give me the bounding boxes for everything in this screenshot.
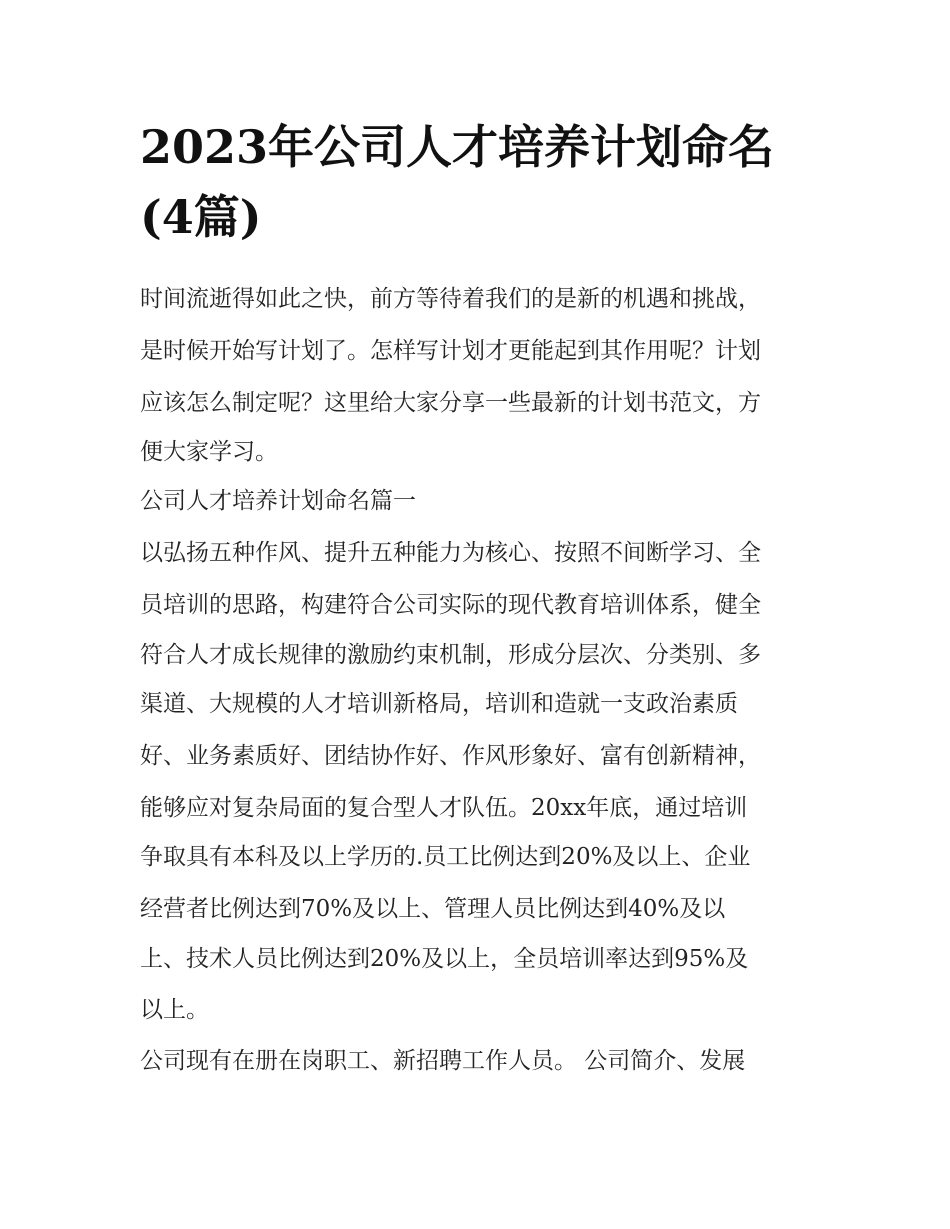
last-paragraph-line: 公司现有在册在岗职工、新招聘工作人员。 公司简介、发展: [140, 1048, 746, 1074]
body-line-8: 经营者比例达到70%及以上、管理人员比例达到40%及以: [140, 896, 726, 922]
body-line-4: 渠道、大规模的人才培训新格局，培训和造就一支政治素质: [140, 691, 738, 717]
body-line-5: 好、业务素质好、团结协作好、作风形象好、富有创新精神，: [140, 743, 761, 769]
body-line-7: 争取具有本科及以上学历的.员工比例达到20%及以上、企业: [140, 844, 751, 870]
intro-line-3: 应该怎么制定呢？这里给大家分享一些最新的计划书范文，方: [140, 390, 761, 416]
body-line-2: 员培训的思路，构建符合公司实际的现代教育培训体系，健全: [140, 592, 761, 618]
body-line-10: 以上。: [140, 997, 209, 1023]
intro-line-4: 便大家学习。: [140, 439, 278, 465]
body-line-6: 能够应对复杂局面的复合型人才队伍。20xx年底，通过培训: [140, 795, 748, 821]
document-title: 2023年公司人才培养计划命名(4篇): [140, 120, 775, 244]
body-line-1: 以弘扬五种作风、提升五种能力为核心、按照不间断学习、全: [140, 540, 761, 566]
section-heading: 公司人才培养计划命名篇一: [140, 488, 416, 514]
body-line-3: 符合人才成长规律的激励约束机制，形成分层次、分类别、多: [140, 642, 761, 668]
intro-line-1: 时间流逝得如此之快，前方等待着我们的是新的机遇和挑战，: [140, 286, 761, 312]
body-line-9: 上、技术人员比例达到20%及以上，全员培训率达到95%及: [140, 946, 749, 972]
intro-line-2: 是时候开始写计划了。怎样写计划才更能起到其作用呢？计划: [140, 338, 761, 364]
